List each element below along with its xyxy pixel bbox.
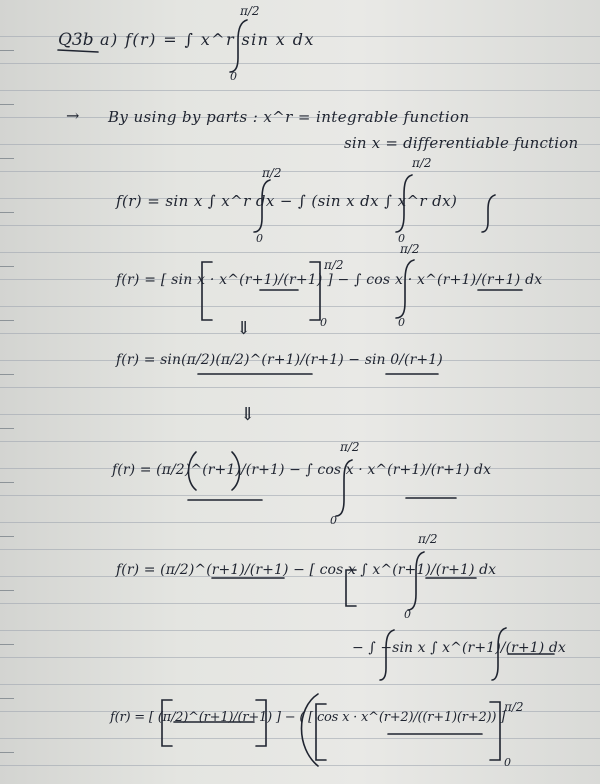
limit-upper-4a: π/2	[262, 166, 282, 180]
down-arrow-icon: ⇓	[236, 318, 252, 339]
line-3-text: sin x = differentiable function	[344, 134, 579, 152]
line-9-text: − ∫ −sin x ∫ x^(r+1)/(r+1) dx	[352, 640, 566, 656]
line-6-text: f(r) = sin(π/2)(π/2)^(r+1)/(r+1) − sin 0/(r+1)	[116, 352, 443, 368]
line-10-text: f(r) = [ (π/2)^(r+1)/(r+1) ] − ( [ cos x · x^(r+2)/((r+1)(r+2)) ]	[110, 710, 506, 725]
line-8-text: f(r) = (π/2)^(r+1)/(r+1) − [ cos x ∫ x^(r+1)/(r+1) dx	[116, 562, 497, 578]
limit-lower-5a: 0	[320, 316, 327, 329]
limit-lower-4a: 0	[256, 232, 263, 245]
line-7-text: f(r) = (π/2)^(r+1)/(r+1) − ∫ cos x · x^(r+1)/(r+1) dx	[112, 462, 492, 478]
line-5-text: f(r) = [ sin x · x^(r+1)/(r+1) ] − ∫ cos x · x^(r+1)/(r+1) dx	[116, 272, 543, 288]
limit-lower-1: 0	[230, 70, 237, 83]
limit-upper-7: π/2	[340, 440, 360, 454]
limit-lower-4b: 0	[398, 232, 405, 245]
limit-lower-10: 0	[504, 756, 511, 769]
limit-lower-5b: 0	[398, 316, 405, 329]
limit-lower-8: 0	[404, 608, 411, 621]
limit-upper-1: π/2	[240, 4, 260, 18]
limit-upper-10: π/2	[504, 700, 524, 714]
limit-upper-5b: π/2	[400, 242, 420, 256]
arrow-icon: →	[66, 106, 80, 125]
line-2-text: By using by parts : x^r = integrable function	[108, 108, 470, 126]
limit-upper-4b: π/2	[412, 156, 432, 170]
question-label: Q3b	[58, 30, 94, 50]
limit-lower-7: 0	[330, 514, 337, 527]
limit-upper-8: π/2	[418, 532, 438, 546]
line-1-text: a) f(r) = ∫ x^r sin x dx	[100, 30, 315, 49]
line-4-text: f(r) = sin x ∫ x^r dx − ∫ (sin x dx ∫ x^r dx)	[116, 192, 458, 210]
limit-upper-5a: π/2	[324, 258, 344, 272]
down-arrow-icon: ⇓	[240, 404, 256, 425]
